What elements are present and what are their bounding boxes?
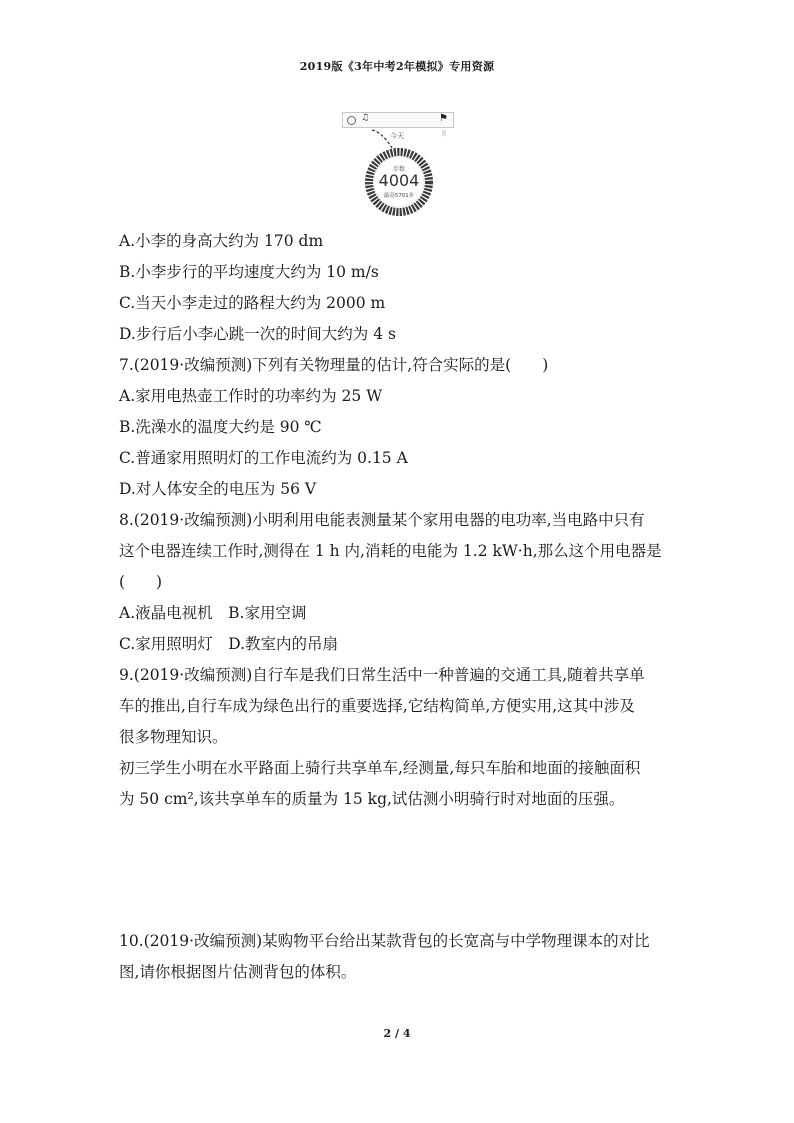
step-count-value: 4004 [378, 171, 420, 190]
q8-options-line2: C.家用照明灯 D.教室内的吊扇 [119, 635, 339, 653]
bell-icon: ♫ [361, 113, 370, 123]
q6-option-d: D.步行后小李心跳一次的时间大约为 4 s [119, 325, 396, 343]
ring-max-label: 最高5701步 [383, 193, 415, 199]
step-counter-figure [342, 110, 456, 220]
q8-stem-line1: 8.(2019·改编预测)小明利用电能表测量某个家用电器的电功率,当电路中只有 [119, 511, 645, 529]
q10-line2: 图,请你根据图片估测背包的体积。 [119, 963, 357, 981]
runner-icon: ⚑ [439, 113, 448, 124]
dashed-arrow-line [372, 130, 392, 148]
q7-option-b: B.洗澡水的温度大约是 90 ℃ [119, 418, 322, 436]
q7-option-c: C.普通家用照明灯的工作电流约为 0.15 A [119, 449, 408, 467]
page-number: 2 / 4 [383, 1027, 411, 1040]
page-header: 2019版《3年中考2年模拟》专用资源 [299, 60, 495, 73]
q10-line1: 10.(2019·改编预测)某购物平台给出某款背包的长宽高与中学物理课本的对比 [119, 932, 650, 950]
q6-option-a: A.小李的身高大约为 170 dm [119, 232, 324, 250]
ring-top-label: 步数 [392, 166, 405, 173]
q7-option-a: A.家用电热壶工作时的功率约为 25 W [119, 387, 383, 405]
q6-option-c: C.当天小李走过的路程大约为 2000 m [119, 294, 386, 312]
answer-space [119, 815, 687, 926]
tick-marks: || [442, 130, 447, 137]
q8-options-line1: A.液晶电视机 B.家用空调 [119, 604, 307, 622]
q6-option-b: B.小李步行的平均速度大约为 10 m/s [119, 263, 379, 281]
q9-line1: 9.(2019·改编预测)自行车是我们日常生活中一种普遍的交通工具,随着共享单 [119, 666, 645, 684]
q8-stem-line2: 这个电器连续工作时,测得在 1 h 内,消耗的电能为 1.2 kW·h,那么这个用电器是 [119, 542, 662, 560]
q7-stem: 7.(2019·改编预测)下列有关物理量的估计,符合实际的是( ) [119, 356, 549, 374]
q7-option-d: D.对人体安全的电压为 56 V [119, 480, 317, 498]
question-content [119, 226, 687, 988]
q9-line5: 为 50 cm²,该共享单车的质量为 15 kg,试估测小明骑行时对地面的压强。 [119, 790, 625, 808]
q9-line3: 很多物理知识。 [119, 728, 228, 746]
q9-line2: 车的推出,自行车成为绿色出行的重要选择,它结构简单,方便实用,这其中涉及 [119, 697, 635, 715]
q9-line4: 初三学生小明在水平路面上骑行共享单车,经测量,每只车胎和地面的接触面积 [119, 759, 641, 777]
today-label: 今天 [390, 132, 404, 140]
q8-stem-line3: ( ) [119, 573, 163, 591]
